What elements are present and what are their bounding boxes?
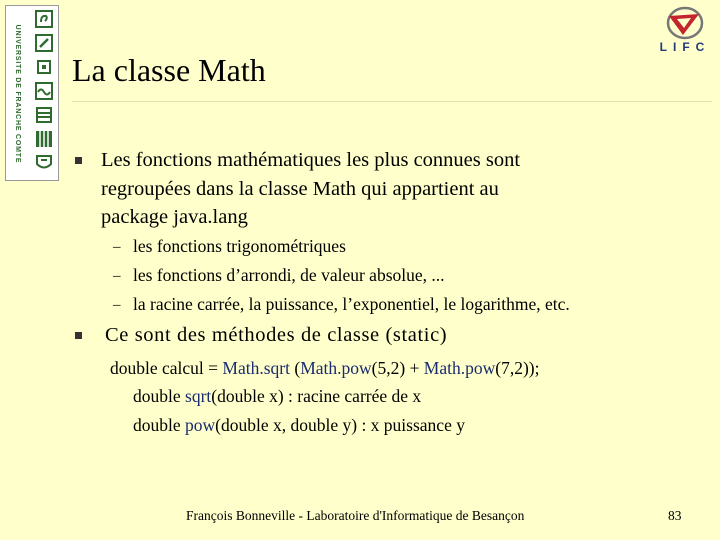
bullet-line: regroupées dans la classe Math qui appartient au <box>101 177 499 200</box>
sub-item: la racine carrée, la puissance, l’exponentiel, le logarithme, etc. <box>133 294 570 314</box>
footer-text: François Bonneville - Laboratoire d'Informatique de Besançon <box>186 508 525 523</box>
slide-title: La classe Math <box>72 52 266 88</box>
bullet-line: package java.lang <box>101 206 248 228</box>
title-divider <box>72 101 712 102</box>
crest-icon <box>35 154 53 172</box>
ladder-icon <box>35 106 53 124</box>
code-line: double pow(double x, double y) : x puissance y <box>133 415 465 435</box>
code-line: double sqrt(double x) : racine carrée de x <box>133 386 422 406</box>
lifc-emblem-icon <box>655 2 715 40</box>
wave-icon <box>35 82 53 100</box>
method-name: pow <box>185 415 216 435</box>
bullet-marker <box>75 157 82 164</box>
lifc-logo-text: LIFC <box>659 40 711 54</box>
spiral-icon <box>35 10 53 28</box>
grid-icon <box>35 130 53 148</box>
method-name: Math.pow <box>300 358 372 378</box>
sub-item: les fonctions trigonométriques <box>133 236 346 256</box>
university-banner <box>5 5 59 181</box>
bullet-line: Les fonctions mathématiques les plus connues sont <box>101 149 521 171</box>
lifc-logo <box>655 2 715 54</box>
bullet-marker <box>75 332 82 339</box>
bullet-text <box>101 146 661 232</box>
sub-item: les fonctions d’arrondi, de valeur absolue, ... <box>133 265 445 285</box>
dash-marker: – <box>113 297 121 313</box>
method-name: Math.sqrt <box>222 358 290 378</box>
dash-marker: – <box>113 268 121 284</box>
dash-marker: – <box>113 239 121 255</box>
page-number: 83 <box>668 508 682 523</box>
pencil-icon <box>35 34 53 52</box>
code-line: double calcul = Math.sqrt (Math.pow(5,2) + Math.pow(7,2)); <box>110 358 540 378</box>
method-name: sqrt <box>185 386 212 406</box>
bullet-text: Ce sont des méthodes de classe (static) <box>105 324 448 346</box>
box-icon <box>35 58 53 76</box>
method-name: Math.pow <box>423 358 496 378</box>
university-name: UNIVERSITE DE FRANCHE COMTE <box>14 24 21 164</box>
